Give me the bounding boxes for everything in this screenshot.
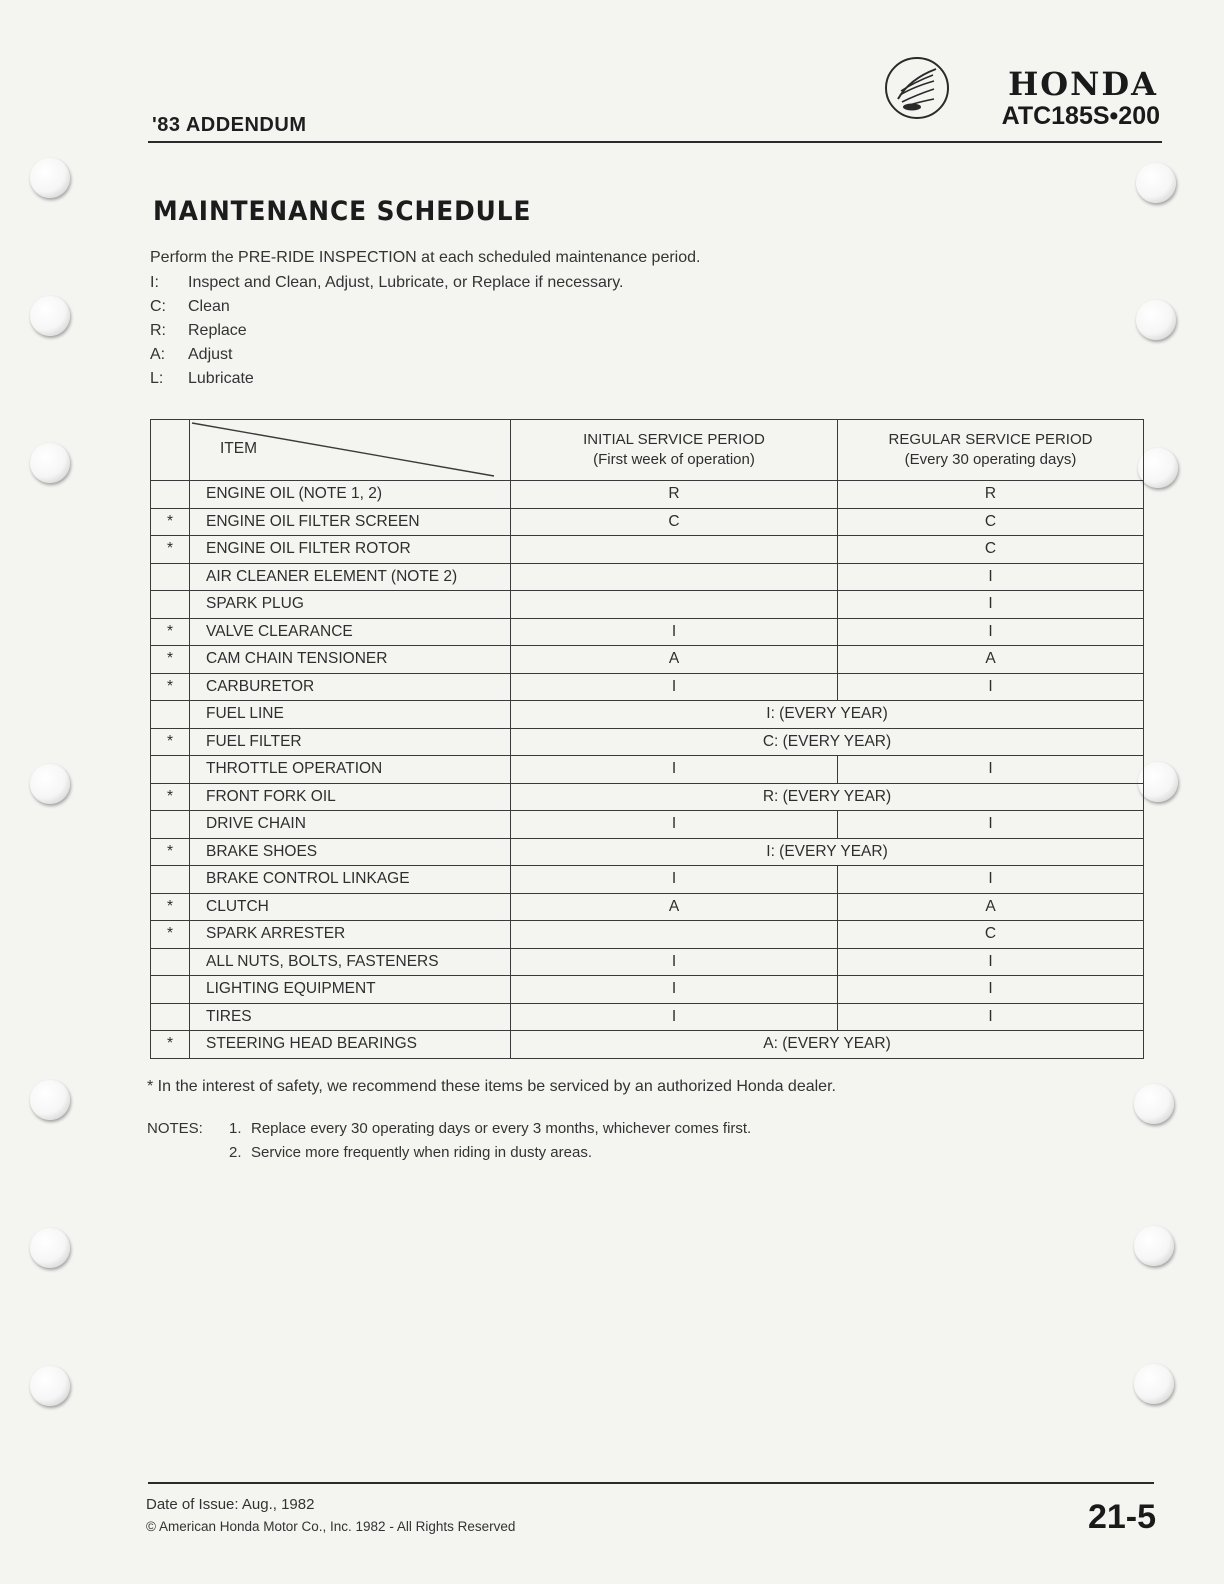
maintenance-item: BRAKE CONTROL LINKAGE (190, 866, 511, 894)
binder-hole (30, 296, 70, 336)
initial-service-cell: I (511, 673, 838, 701)
table-row (151, 673, 1144, 701)
legend-text: Inspect and Clean, Adjust, Lubricate, or Replace if necessary. (188, 274, 624, 291)
star-column-header (151, 420, 190, 481)
dealer-service-marker: * (151, 783, 190, 811)
maintenance-item: CARBURETOR (190, 673, 511, 701)
dealer-service-marker (151, 563, 190, 591)
item-column-header (190, 420, 511, 481)
maintenance-item: SPARK ARRESTER (190, 921, 511, 949)
maintenance-item: LIGHTING EQUIPMENT (190, 976, 511, 1004)
dealer-service-marker: * (151, 646, 190, 674)
note-text: Replace every 30 operating days or every 3 months, whichever comes first. (251, 1120, 752, 1137)
legend-item (150, 298, 624, 322)
table-row (151, 976, 1144, 1004)
legend-key: C: (150, 298, 166, 315)
binder-hole (1138, 762, 1178, 802)
dealer-service-marker: * (151, 536, 190, 564)
maintenance-item: STEERING HEAD BEARINGS (190, 1031, 511, 1059)
table-row (151, 618, 1144, 646)
regular-service-cell: R (838, 481, 1144, 509)
dealer-service-marker: * (151, 838, 190, 866)
regular-service-cell: C (838, 921, 1144, 949)
regular-service-cell: I (838, 948, 1144, 976)
binder-hole (1136, 300, 1176, 340)
initial-service-cell: A (511, 893, 838, 921)
binder-hole (1138, 448, 1178, 488)
table-row (151, 646, 1144, 674)
binder-hole (1134, 1084, 1174, 1124)
initial-service-cell: I (511, 948, 838, 976)
maintenance-item: FRONT FORK OIL (190, 783, 511, 811)
legend-key: R: (150, 322, 166, 339)
dealer-service-marker: * (151, 728, 190, 756)
legend-key: A: (150, 346, 166, 363)
yearly-service-cell: A: (EVERY YEAR) (511, 1031, 1144, 1059)
binder-hole (30, 1366, 70, 1406)
notes (147, 1120, 751, 1168)
maintenance-item: CAM CHAIN TENSIONER (190, 646, 511, 674)
initial-service-cell (511, 563, 838, 591)
issue-date: Date of Issue: Aug., 1982 (146, 1496, 315, 1513)
dealer-service-marker (151, 811, 190, 839)
maintenance-item: VALVE CLEARANCE (190, 618, 511, 646)
brand-name: HONDA (1008, 65, 1158, 103)
initial-service-cell (511, 536, 838, 564)
dealer-service-marker (151, 1003, 190, 1031)
yearly-service-cell: I: (EVERY YEAR) (511, 701, 1144, 729)
regular-period-header (838, 420, 1144, 481)
table-row (151, 1031, 1144, 1059)
maintenance-item: ENGINE OIL FILTER SCREEN (190, 508, 511, 536)
initial-service-cell: I (511, 866, 838, 894)
initial-service-cell: R (511, 481, 838, 509)
table-row (151, 756, 1144, 784)
dealer-service-marker: * (151, 673, 190, 701)
regular-period-subtitle: (Every 30 operating days) (904, 451, 1077, 468)
initial-service-cell: A (511, 646, 838, 674)
honda-wing-logo (884, 55, 950, 121)
dealer-service-marker (151, 976, 190, 1004)
copyright: © American Honda Motor Co., Inc. 1982 - All Rights Reserved (146, 1519, 516, 1534)
maintenance-item: CLUTCH (190, 893, 511, 921)
legend-text: Clean (188, 298, 230, 315)
table-row (151, 893, 1144, 921)
binder-hole (30, 1080, 70, 1120)
regular-service-cell: C (838, 508, 1144, 536)
note-item (147, 1144, 751, 1168)
dealer-service-marker: * (151, 921, 190, 949)
legend-item (150, 322, 624, 346)
note-number: 1. (229, 1120, 242, 1137)
binder-hole (30, 443, 70, 483)
notes-label: NOTES: (147, 1120, 203, 1137)
regular-service-cell: A (838, 646, 1144, 674)
table-row (151, 811, 1144, 839)
note-text: Service more frequently when riding in dusty areas. (251, 1144, 593, 1161)
legend-item (150, 346, 624, 370)
regular-service-cell: I (838, 1003, 1144, 1031)
yearly-service-cell: R: (EVERY YEAR) (511, 783, 1144, 811)
legend-key: L: (150, 370, 164, 387)
table-row (151, 948, 1144, 976)
table-row (151, 536, 1144, 564)
dealer-service-marker (151, 948, 190, 976)
note-number: 2. (229, 1144, 242, 1161)
item-header-label: ITEM (220, 440, 258, 457)
section-label: '83 ADDENDUM (152, 114, 307, 136)
table-row (151, 701, 1144, 729)
regular-service-cell: I (838, 811, 1144, 839)
regular-service-cell: I (838, 618, 1144, 646)
initial-service-cell: I (511, 976, 838, 1004)
regular-service-cell: A (838, 893, 1144, 921)
table-header-row (151, 420, 1144, 481)
maintenance-item: DRIVE CHAIN (190, 811, 511, 839)
regular-service-cell: I (838, 673, 1144, 701)
regular-period-title: REGULAR SERVICE PERIOD (888, 431, 1093, 448)
table-body (151, 481, 1144, 1059)
binder-hole (1136, 163, 1176, 203)
table-row (151, 508, 1144, 536)
initial-service-cell (511, 591, 838, 619)
dealer-service-marker: * (151, 508, 190, 536)
yearly-service-cell: I: (EVERY YEAR) (511, 838, 1144, 866)
legend-text: Replace (188, 322, 247, 339)
binder-hole (1134, 1226, 1174, 1266)
table-row (151, 866, 1144, 894)
binder-hole (30, 1228, 70, 1268)
legend-text: Lubricate (188, 370, 254, 387)
maintenance-item: FUEL FILTER (190, 728, 511, 756)
table-row (151, 783, 1144, 811)
legend-item (150, 370, 624, 394)
maintenance-item: TIRES (190, 1003, 511, 1031)
regular-service-cell: I (838, 591, 1144, 619)
page-title: MAINTENANCE SCHEDULE (153, 196, 532, 227)
initial-service-cell (511, 921, 838, 949)
legend (150, 274, 624, 394)
initial-service-cell: I (511, 618, 838, 646)
dealer-footnote: * In the interest of safety, we recommend these items be serviced by an authorized Honda dealer. (147, 1078, 836, 1095)
maintenance-item: ALL NUTS, BOLTS, FASTENERS (190, 948, 511, 976)
binder-hole (30, 158, 70, 198)
dealer-service-marker (151, 701, 190, 729)
yearly-service-cell: C: (EVERY YEAR) (511, 728, 1144, 756)
maintenance-item: SPARK PLUG (190, 591, 511, 619)
table-row (151, 591, 1144, 619)
table-row (151, 1003, 1144, 1031)
initial-period-header (511, 420, 838, 481)
header-divider (148, 141, 1162, 143)
maintenance-item: ENGINE OIL (NOTE 1, 2) (190, 481, 511, 509)
legend-text: Adjust (188, 346, 233, 363)
initial-service-cell: C (511, 508, 838, 536)
legend-key: I: (150, 274, 159, 291)
initial-period-title: INITIAL SERVICE PERIOD (583, 431, 765, 448)
maintenance-item: ENGINE OIL FILTER ROTOR (190, 536, 511, 564)
regular-service-cell: I (838, 976, 1144, 1004)
regular-service-cell: I (838, 756, 1144, 784)
table-row (151, 838, 1144, 866)
maintenance-item: FUEL LINE (190, 701, 511, 729)
legend-item (150, 274, 624, 298)
intro-text: Perform the PRE-RIDE INSPECTION at each scheduled maintenance period. (150, 249, 701, 266)
regular-service-cell: I (838, 563, 1144, 591)
maintenance-table (150, 419, 1144, 1059)
table-row (151, 728, 1144, 756)
initial-service-cell: I (511, 1003, 838, 1031)
dealer-service-marker: * (151, 1031, 190, 1059)
note-item (147, 1120, 751, 1144)
initial-service-cell: I (511, 811, 838, 839)
dealer-service-marker (151, 481, 190, 509)
dealer-service-marker: * (151, 893, 190, 921)
page-number: 21-5 (1087, 1498, 1156, 1536)
table-row (151, 921, 1144, 949)
regular-service-cell: I (838, 866, 1144, 894)
maintenance-item: BRAKE SHOES (190, 838, 511, 866)
dealer-service-marker (151, 756, 190, 784)
initial-period-subtitle: (First week of operation) (593, 451, 755, 468)
dealer-service-marker: * (151, 618, 190, 646)
dealer-service-marker (151, 866, 190, 894)
model-name: ATC185S•200 (1001, 102, 1160, 130)
binder-hole (30, 764, 70, 804)
table-row (151, 481, 1144, 509)
binder-hole (1134, 1364, 1174, 1404)
table-row (151, 563, 1144, 591)
maintenance-item: AIR CLEANER ELEMENT (NOTE 2) (190, 563, 511, 591)
regular-service-cell: C (838, 536, 1144, 564)
initial-service-cell: I (511, 756, 838, 784)
footer-divider (148, 1482, 1154, 1484)
dealer-service-marker (151, 591, 190, 619)
maintenance-item: THROTTLE OPERATION (190, 756, 511, 784)
